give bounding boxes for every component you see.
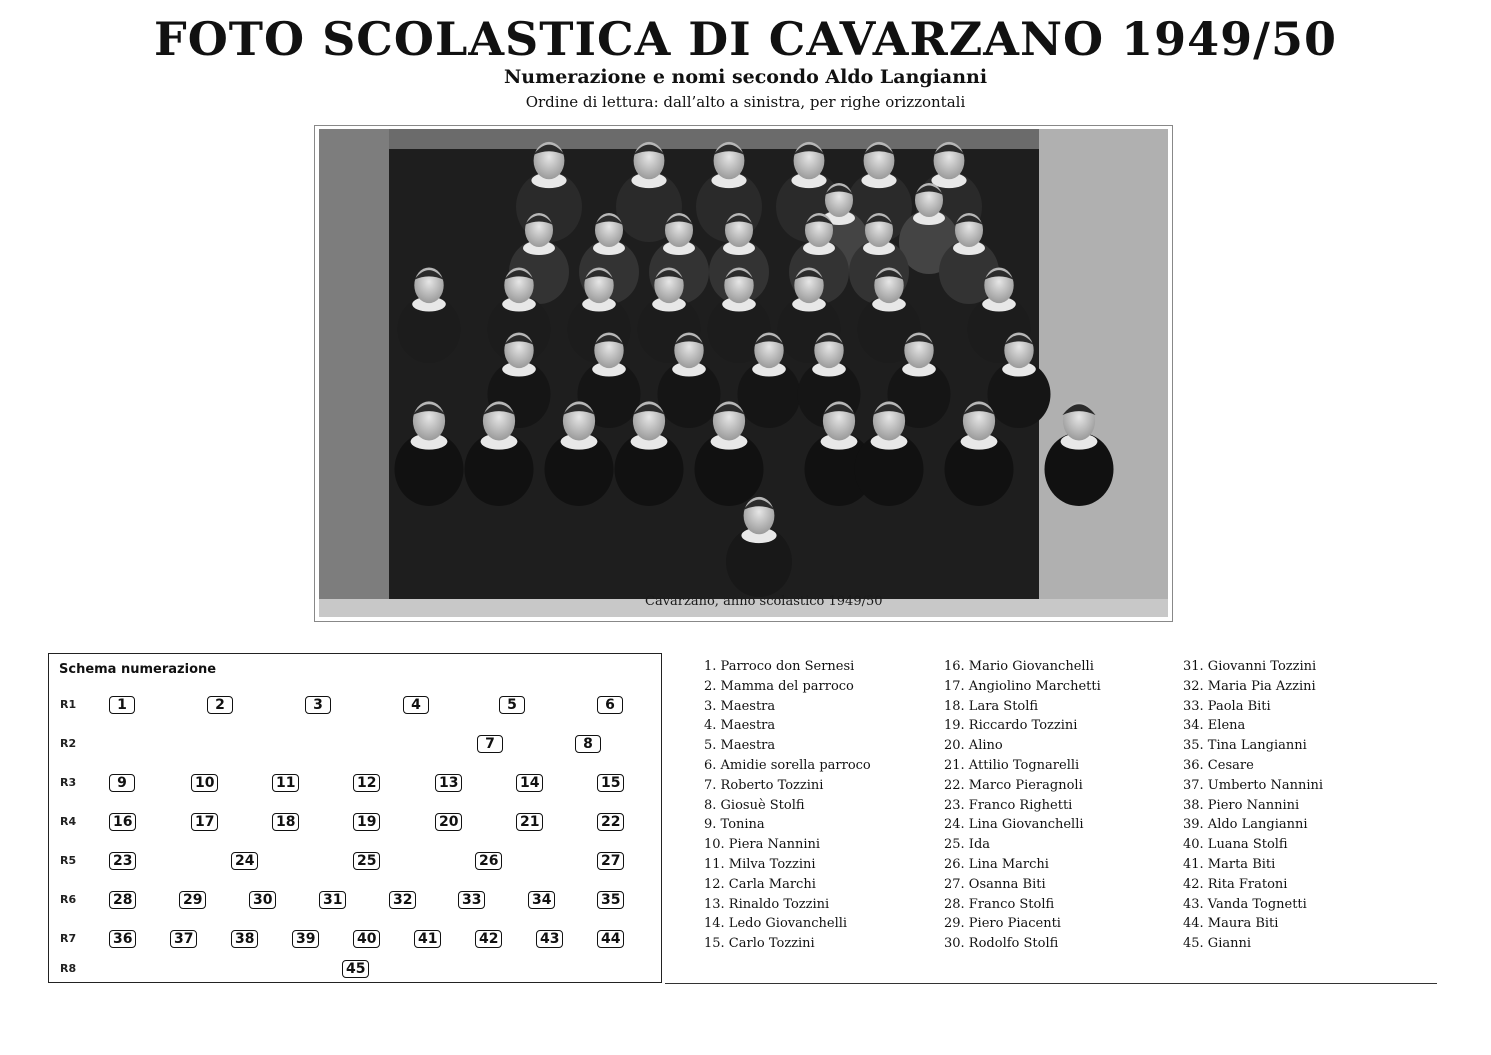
name-entry: 27. Osanna Biti xyxy=(944,876,1046,892)
name-entry: 16. Mario Giovanchelli xyxy=(944,659,1094,674)
schema-row-label: R8 xyxy=(60,962,77,975)
schema-number-badge: 24 xyxy=(231,852,258,870)
page-subtitle: Numerazione e nomi secondo Aldo Langianni xyxy=(503,66,988,88)
name-entry: 45. Gianni xyxy=(1183,936,1252,952)
schema-title: Schema numerazione xyxy=(59,662,217,677)
schema-number-badge: 8 xyxy=(575,735,601,753)
schema-number-badge: 14 xyxy=(516,774,543,792)
name-entry: 12. Carla Marchi xyxy=(704,876,816,892)
schema-number-badge: 25 xyxy=(353,852,380,870)
name-entry: 2. Mamma del parroco xyxy=(704,678,854,694)
schema-number-badge: 20 xyxy=(435,813,462,831)
names-column-1 xyxy=(704,657,871,954)
schema-number-badge: 35 xyxy=(597,891,624,909)
name-entry: 1. Parroco don Sernesi xyxy=(704,659,855,674)
name-entry: 43. Vanda Tognetti xyxy=(1183,896,1307,912)
schema-number-badge: 5 xyxy=(499,696,525,714)
schema-number-badge: 2 xyxy=(207,696,233,714)
schema-number-badge: 16 xyxy=(109,813,136,831)
schema-number-badge: 40 xyxy=(353,930,380,948)
schema-number-badge: 21 xyxy=(516,813,543,831)
schema-number-badge: 29 xyxy=(179,891,206,909)
schema-row-label: R4 xyxy=(60,815,77,828)
name-entry: 20. Alino xyxy=(944,738,1003,754)
schema-number-badge: 12 xyxy=(353,774,380,792)
schema-number-badge: 32 xyxy=(389,891,416,909)
class-photo-drawing xyxy=(319,129,1168,617)
name-entry: 10. Piera Nannini xyxy=(704,837,821,853)
schema-row-label: R5 xyxy=(60,854,77,867)
name-entry: 41. Marta Biti xyxy=(1183,856,1276,872)
name-entry: 28. Franco Stolfi xyxy=(944,896,1055,912)
name-entry: 36. Cesare xyxy=(1183,757,1254,773)
name-entry: 17. Angiolino Marchetti xyxy=(944,678,1101,694)
schema-row-label: R3 xyxy=(60,776,77,789)
schema-number-badge: 43 xyxy=(536,930,563,948)
name-entry: 33. Paola Biti xyxy=(1183,698,1271,714)
names-column-2 xyxy=(944,657,1101,954)
schema-number-badge: 38 xyxy=(231,930,258,948)
name-entry: 5. Maestra xyxy=(704,738,776,754)
schema-number-badge: 15 xyxy=(597,774,624,792)
schema-number-badge: 10 xyxy=(191,774,218,792)
schema-number-badge: 22 xyxy=(597,813,624,831)
schema-number-badge: 45 xyxy=(342,960,369,978)
name-entry: 13. Rinaldo Tozzini xyxy=(704,896,830,912)
name-entry: 7. Roberto Tozzini xyxy=(704,777,824,793)
name-entry: 21. Attilio Tognarelli xyxy=(944,757,1080,773)
name-entry: 11. Milva Tozzini xyxy=(704,856,816,872)
schema-number-badge: 19 xyxy=(353,813,380,831)
schema-number-badge: 28 xyxy=(109,891,136,909)
schema-number-badge: 9 xyxy=(109,774,135,792)
photo-frame xyxy=(314,125,1173,622)
bottom-divider xyxy=(665,983,1437,984)
name-entry: 15. Carlo Tozzini xyxy=(704,936,815,952)
schema-number-badge: 7 xyxy=(477,735,503,753)
name-entry: 26. Lina Marchi xyxy=(944,856,1049,872)
name-entry: 42. Rita Fratoni xyxy=(1183,876,1288,892)
name-entry: 24. Lina Giovanchelli xyxy=(944,817,1084,833)
schema-number-badge: 26 xyxy=(475,852,502,870)
name-entry: 32. Maria Pia Azzini xyxy=(1183,678,1316,694)
name-entry: 40. Luana Stolfi xyxy=(1183,837,1288,853)
name-entry: 23. Franco Righetti xyxy=(944,797,1073,813)
name-entry: 19. Riccardo Tozzini xyxy=(944,718,1078,734)
schema-number-badge: 41 xyxy=(414,930,441,948)
schema-number-badge: 37 xyxy=(170,930,197,948)
schema-row-label: R6 xyxy=(60,893,77,906)
schema-number-badge: 30 xyxy=(249,891,276,909)
page-title: FOTO SCOLASTICA DI CAVARZANO 1949/50 xyxy=(154,12,1337,66)
name-entry: 3. Maestra xyxy=(704,698,776,714)
name-entry: 38. Piero Nannini xyxy=(1183,797,1300,813)
schema-number-badge: 36 xyxy=(109,930,136,948)
schema-number-badge: 6 xyxy=(597,696,623,714)
name-entry: 9. Tonina xyxy=(704,817,765,833)
numbering-schema xyxy=(48,653,662,983)
schema-row-label: R2 xyxy=(60,737,77,750)
name-entry: 30. Rodolfo Stolfi xyxy=(944,936,1059,952)
schema-number-badge: 27 xyxy=(597,852,624,870)
name-entry: 34. Elena xyxy=(1183,718,1246,734)
schema-number-badge: 11 xyxy=(272,774,299,792)
name-entry: 39. Aldo Langianni xyxy=(1183,817,1308,833)
name-entry: 31. Giovanni Tozzini xyxy=(1183,659,1317,674)
name-entry: 8. Giosuè Stolfi xyxy=(704,797,805,813)
schema-number-badge: 13 xyxy=(435,774,462,792)
name-entry: 22. Marco Pieragnoli xyxy=(944,777,1083,793)
schema-number-badge: 31 xyxy=(319,891,346,909)
name-entry: 35. Tina Langianni xyxy=(1183,738,1307,754)
schema-number-badge: 39 xyxy=(292,930,319,948)
schema-number-badge: 34 xyxy=(528,891,555,909)
name-entry: 44. Maura Biti xyxy=(1183,916,1279,932)
schema-number-badge: 33 xyxy=(458,891,485,909)
name-entry: 37. Umberto Nannini xyxy=(1183,777,1324,793)
schema-number-badge: 18 xyxy=(272,813,299,831)
name-entry: 25. Ida xyxy=(944,837,991,853)
class-photo xyxy=(319,129,1168,617)
schema-number-badge: 44 xyxy=(597,930,624,948)
schema-number-badge: 23 xyxy=(109,852,136,870)
name-entry: 4. Maestra xyxy=(704,718,776,734)
schema-number-badge: 17 xyxy=(191,813,218,831)
schema-number-badge: 4 xyxy=(403,696,429,714)
schema-number-badge: 1 xyxy=(109,696,135,714)
schema-row-label: R1 xyxy=(60,698,77,711)
reading-order-note: Ordine di lettura: dall’alto a sinistra, per righe orizzontali xyxy=(525,93,966,111)
name-entry: 14. Ledo Giovanchelli xyxy=(704,916,848,932)
schema-number-badge: 42 xyxy=(475,930,502,948)
photo-caption: Cavarzano, anno scolastico 1949/50 xyxy=(645,594,883,609)
names-column-3 xyxy=(1183,657,1323,954)
name-entry: 29. Piero Piacenti xyxy=(944,916,1061,932)
schema-row-label: R7 xyxy=(60,932,77,945)
schema-number-badge: 3 xyxy=(305,696,331,714)
name-entry: 6. Amidie sorella parroco xyxy=(704,757,871,773)
name-entry: 18. Lara Stolfi xyxy=(944,698,1039,714)
